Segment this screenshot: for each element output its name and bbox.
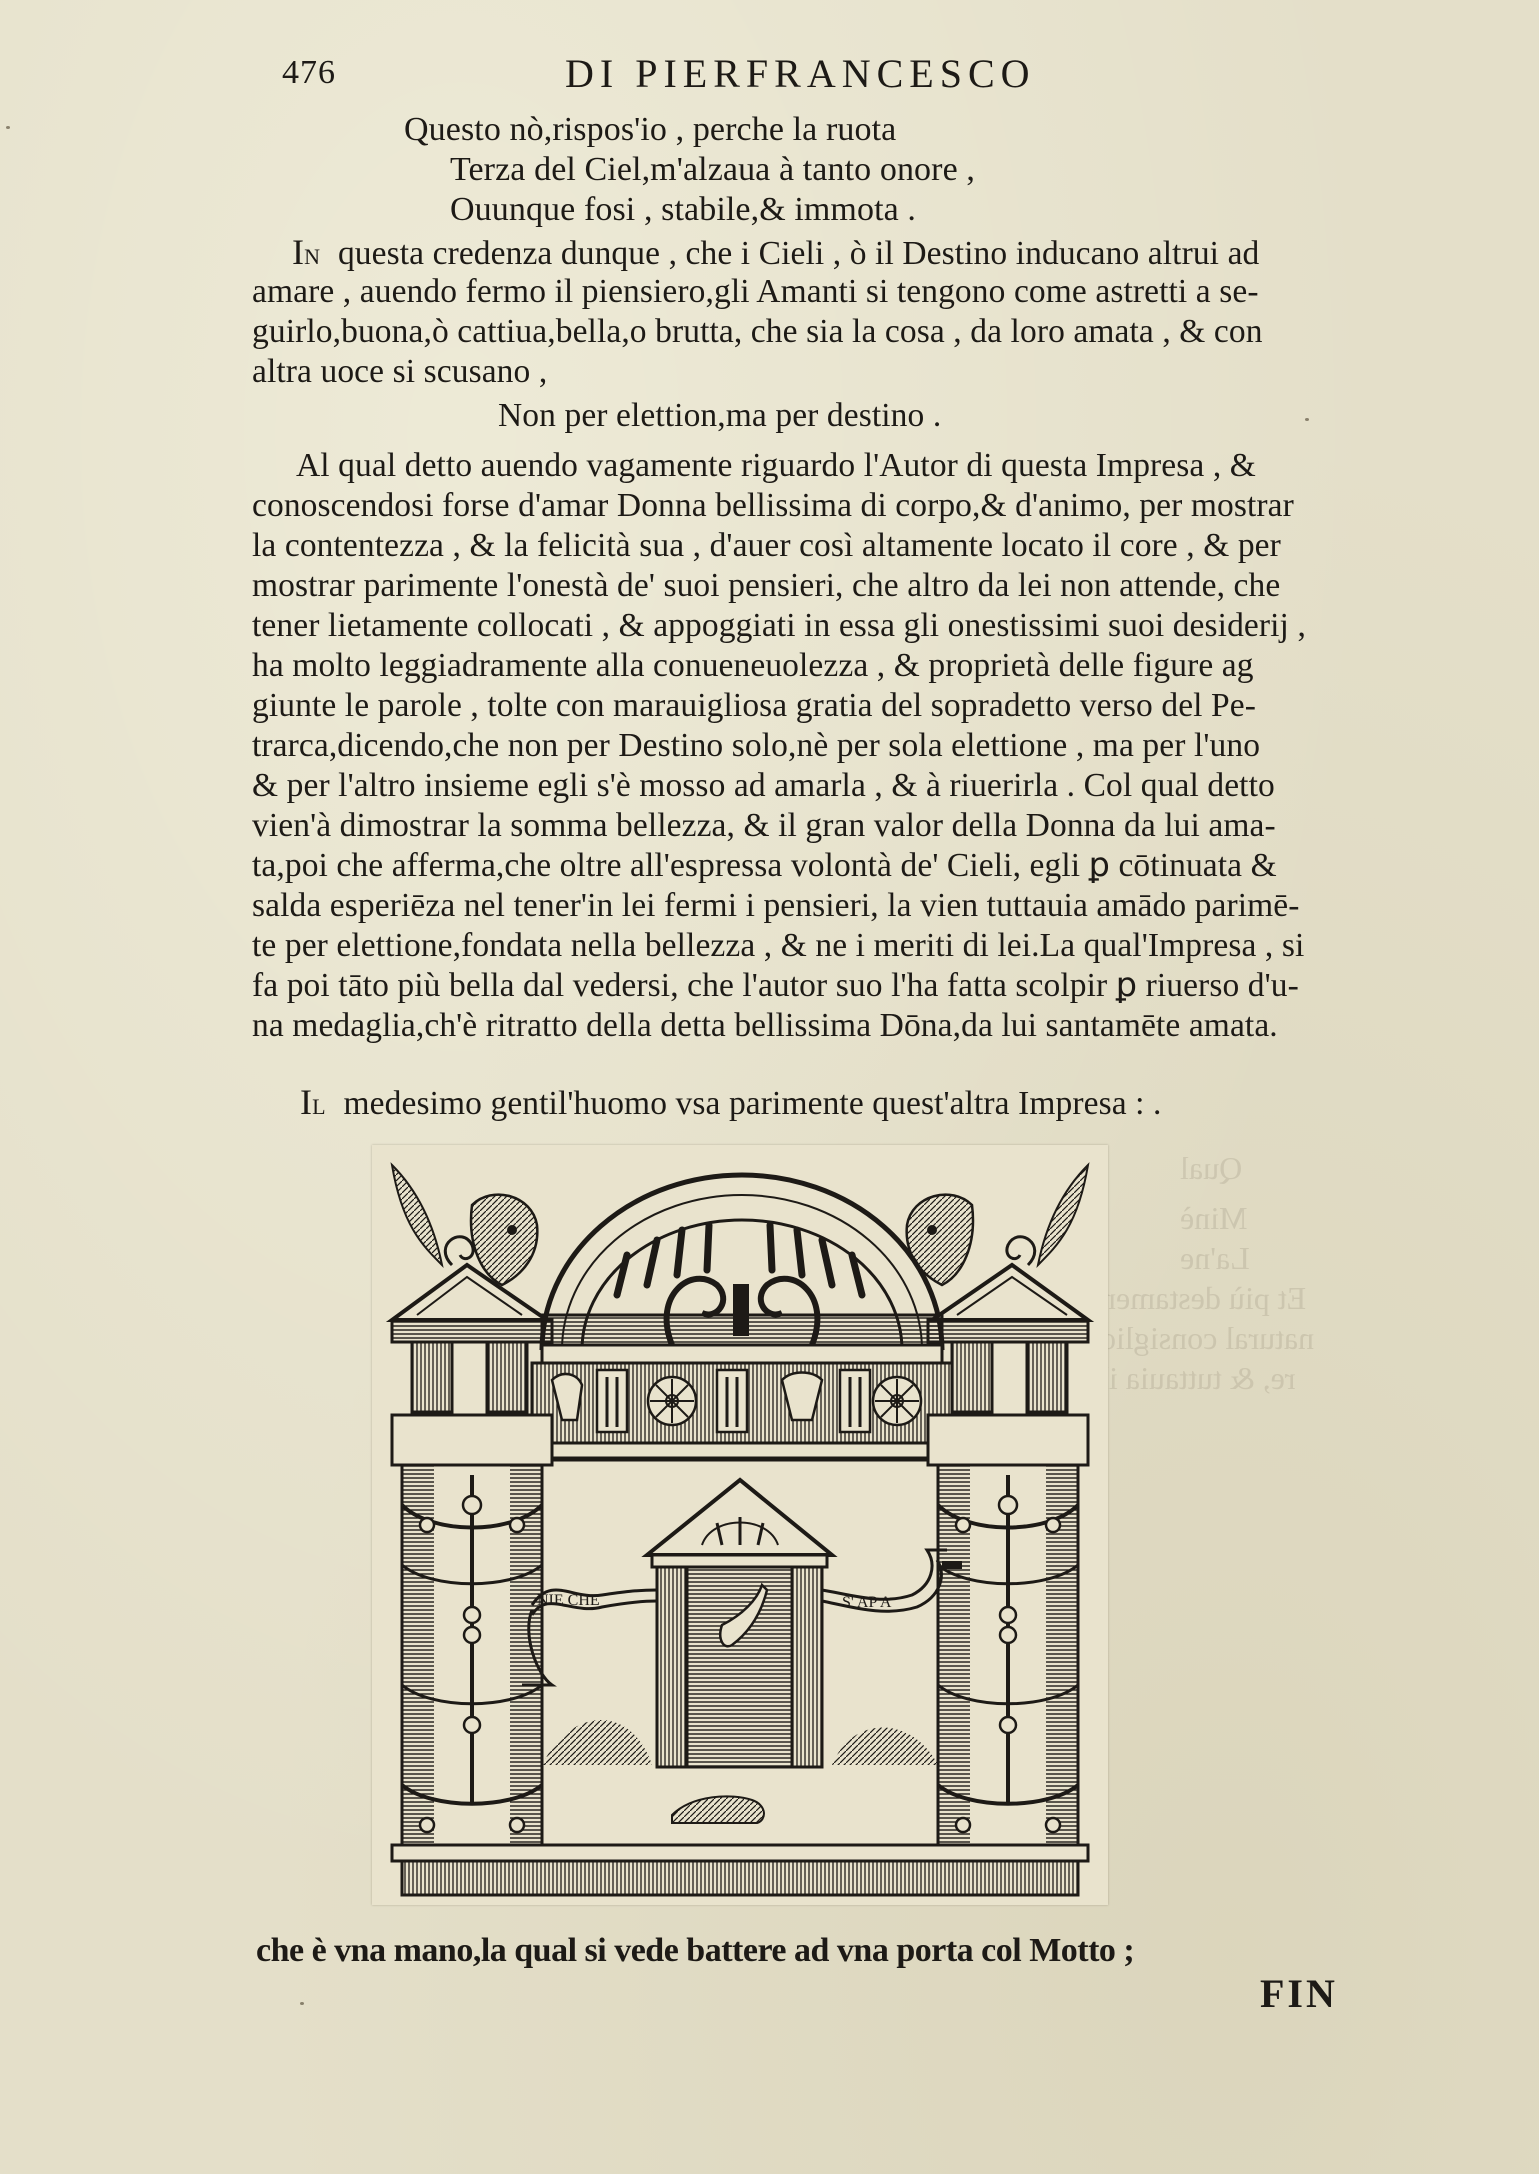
paragraph-line: na medaglia,ch'è ritratto della detta bellissima Dōna,da lui santamēte amata.: [252, 1007, 1278, 1044]
paragraph-line: altra uoce si scusano ,: [252, 353, 548, 390]
paragraph-line: vien'à dimostrar la somma bellezza, & il gran valor della Donna da lui ama-: [252, 807, 1276, 844]
initial-letter: I: [300, 1082, 313, 1122]
bleed-through-text: Et più destamen: [1100, 1280, 1307, 1316]
paragraph-line: [300, 1082, 1162, 1127]
paragraph-text: questa credenza dunque , che i Cieli , ò il Destino inducano altrui ad: [337, 235, 1260, 272]
paragraph-line: guirlo,buona,ò cattiua,bella,o brutta, che sia la cosa , da loro amata , & con: [252, 313, 1263, 350]
paragraph-line: conoscendosi forse d'amar Donna bellissima di corpo,& d'animo, per mostrar: [252, 487, 1294, 524]
paragraph-line: fa poi tāto più bella dal vedersi, che l'autor suo l'ha fatta scolpir ꝑ riuerso d'u-: [252, 967, 1299, 1004]
page-number: 476: [282, 54, 336, 91]
paragraph-line: mostrar parimente l'onestà de' suoi pensieri, che altro da lei non attende, che: [252, 567, 1281, 604]
running-title: DI PIERFRANCESCO: [565, 51, 1036, 96]
running-head: [282, 50, 1062, 100]
bleed-through-text: Minè: [1180, 1200, 1248, 1236]
paragraph-line: Al qual detto auendo vagamente riguardo l'Autor di questa Impresa , &: [296, 447, 1256, 484]
impresa-woodcut: [372, 1145, 1108, 1905]
motto-left: NIE CHE: [537, 1592, 600, 1609]
paragraph-line: ta,poi che afferma,che oltre all'espressa volontà de' Cieli, egli ꝑ cōtinuata &: [252, 847, 1277, 884]
verse-line: Ouunque fosi , stabile,& immota .: [450, 191, 917, 228]
paragraph-line: ha molto leggiadramente alla conueneuolezza , & proprietà delle figure ag: [252, 647, 1254, 684]
paragraph-text: medesimo gentil'huomo vsa parimente quest'altra Impresa : .: [343, 1085, 1162, 1122]
paragraph-line: giunte le parole , tolte con marauigliosa gratia del sopradetto verso del Pe-: [252, 687, 1256, 724]
paper-speck: [6, 126, 10, 129]
bleed-through-text: Qual: [1180, 1150, 1243, 1186]
small-cap: N: [304, 244, 321, 269]
caption: che è vna mano,la qual si vede battere ad vna porta col Motto ;: [256, 1932, 1135, 1969]
verse-line: Questo nò,rispos'io , perche la ruota: [404, 111, 897, 148]
paper-speck: [300, 2002, 304, 2005]
small-cap: L: [312, 1094, 327, 1119]
paragraph-line: amare , auendo fermo il piensiero,gli Amanti si tengono come astretti a se-: [252, 273, 1259, 310]
bleed-through-text: La'ne: [1180, 1240, 1250, 1276]
bleed-through-text: re, & tuttauia il: [1100, 1360, 1296, 1396]
bleed-through-text: natural consiglio: [1100, 1320, 1315, 1356]
paragraph-line: & per l'altro insieme egli s'è mosso ad amarla , & à riuerirla . Col qual detto: [252, 767, 1275, 804]
paragraph-line: tener lietamente collocati , & appoggiati in essa gli onestissimi suoi desiderij ,: [252, 607, 1306, 644]
paper-speck: [1305, 418, 1309, 421]
quoted-verse: Non per elettion,ma per destino .: [498, 397, 942, 434]
initial-letter: I: [292, 232, 305, 272]
paragraph-line: trarca,dicendo,che non per Destino solo,nè per sola elettione , ma per l'uno: [252, 727, 1261, 764]
paragraph-line: [292, 232, 1259, 277]
verse-line: Terza del Ciel,m'alzaua à tanto onore ,: [450, 151, 975, 188]
end-mark: FIN: [1260, 1971, 1338, 2016]
paragraph-line: salda esperiēza nel tener'in lei fermi i pensieri, la vien tuttauia amādo parimē-: [252, 887, 1300, 924]
paragraph-line: la contentezza , & la felicità sua , d'auer così altamente locato il core , & per: [252, 527, 1281, 564]
motto-right: S' AP A: [842, 1594, 892, 1611]
paragraph-line: te per elettione,fondata nella bellezza , & ne i meriti di lei.La qual'Impresa , si: [252, 927, 1305, 964]
